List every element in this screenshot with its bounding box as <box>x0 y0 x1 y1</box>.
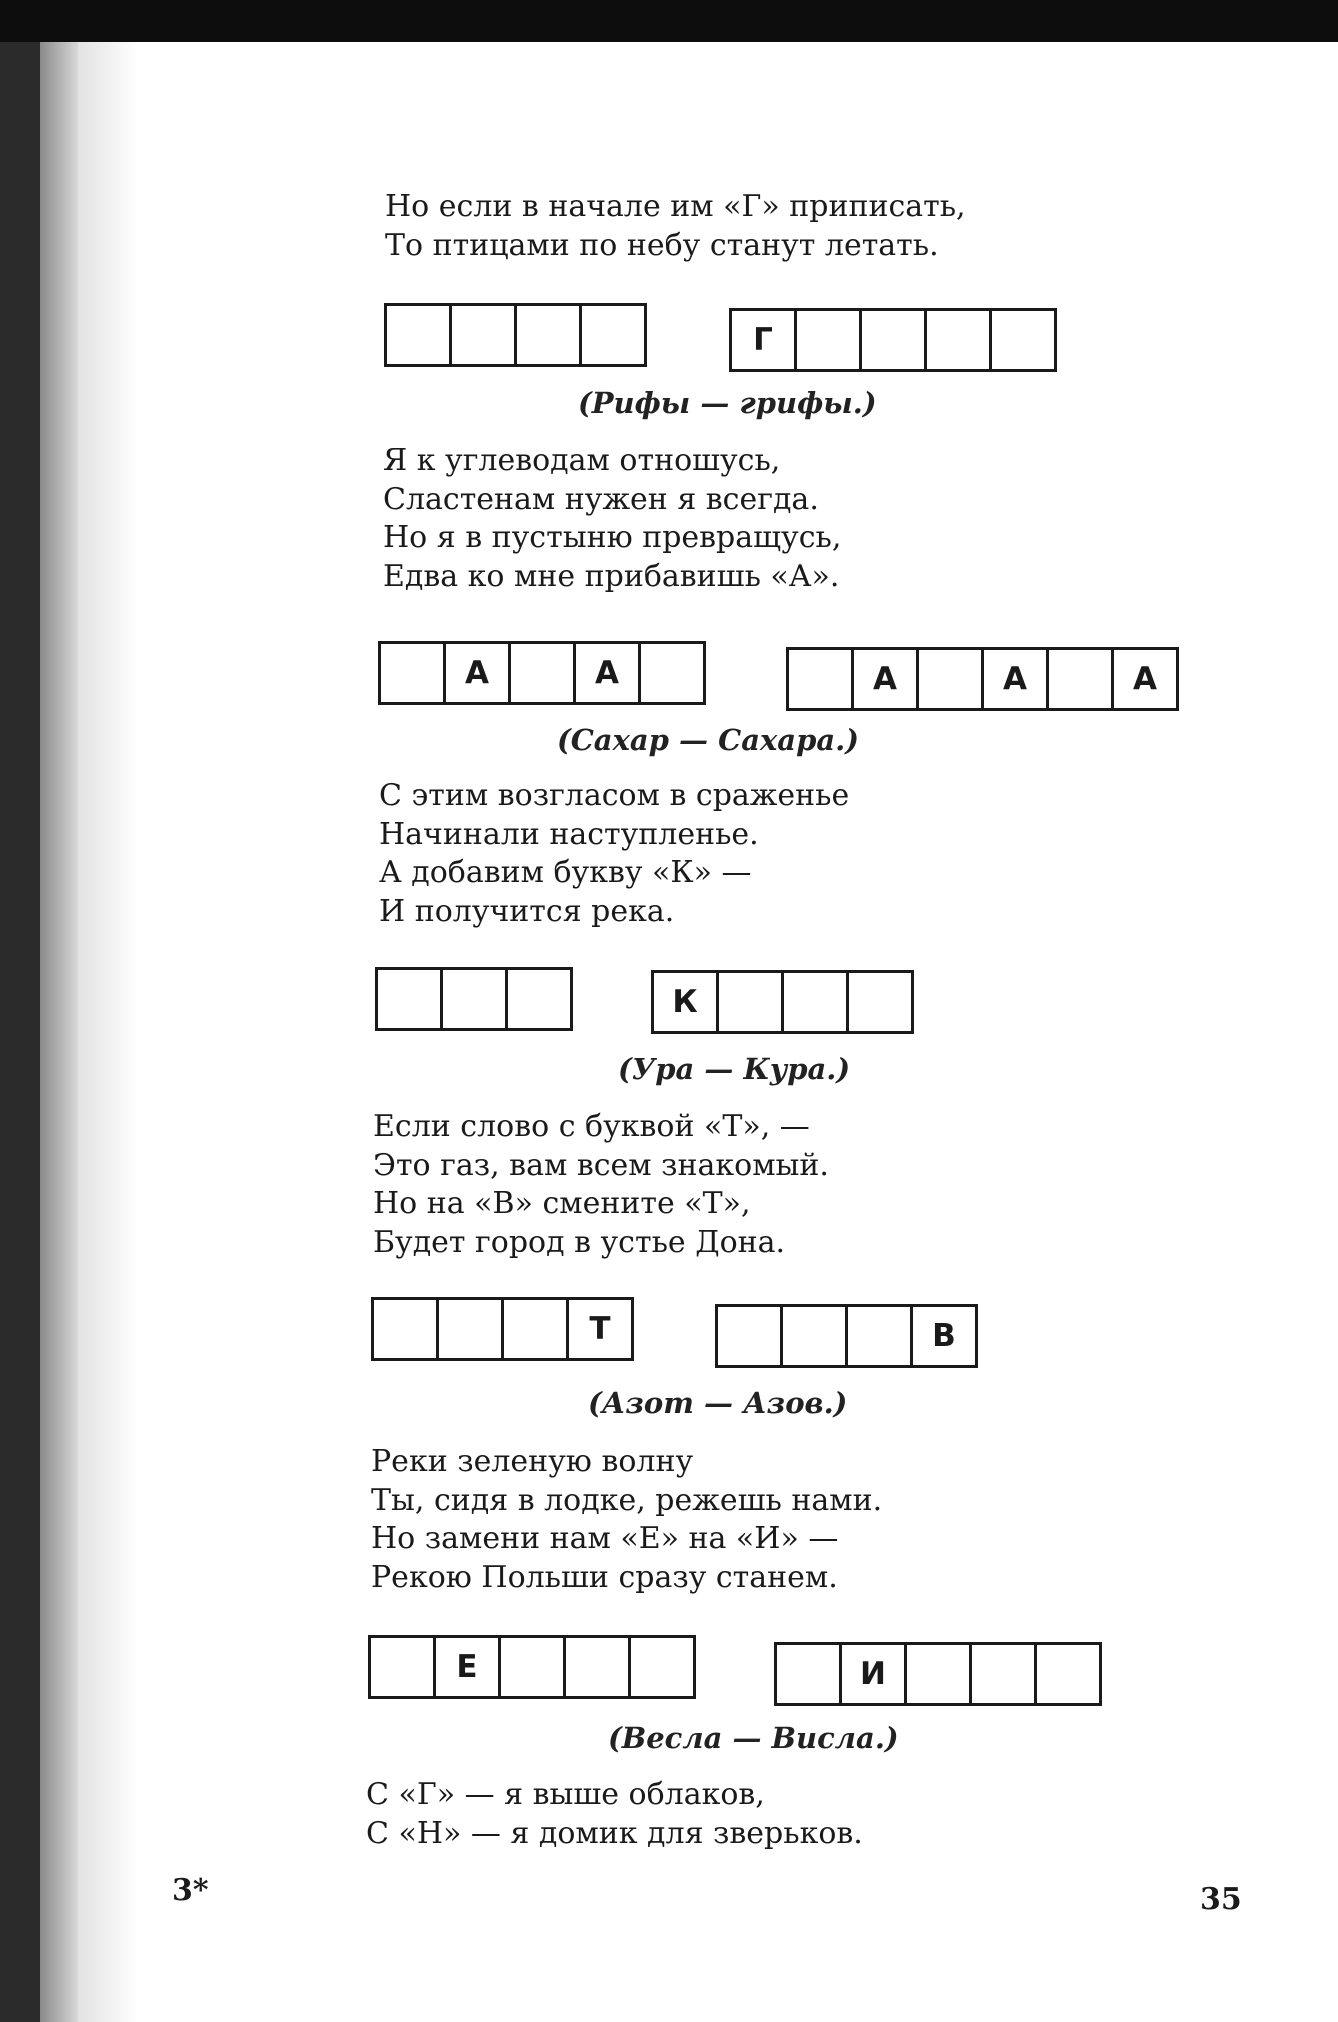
letter-box <box>777 1645 842 1703</box>
binding-shadow <box>40 42 78 2022</box>
letter-box: И <box>842 1645 907 1703</box>
riddle-3-word1-boxes <box>375 967 573 1031</box>
letter-box <box>378 970 443 1028</box>
letter-box: А <box>446 644 511 702</box>
letter-box <box>381 644 446 702</box>
letter-box <box>719 973 784 1031</box>
riddle-line: Я к углеводам отношусь, <box>383 443 781 478</box>
riddle-4-word2-boxes <box>715 1304 978 1368</box>
riddle-4-answer: (Азот — Азов.) <box>588 1386 848 1420</box>
riddle-line: С «Г» — я выше облаков, <box>366 1777 765 1812</box>
letter-box: Г <box>732 311 797 369</box>
letter-box <box>919 650 984 708</box>
riddle-line: Ты, сидя в лодке, режешь нами. <box>371 1482 883 1518</box>
letter-box: А <box>854 650 919 708</box>
letter-box <box>566 1638 631 1696</box>
letter-box <box>501 1638 566 1696</box>
riddle-2-word2-boxes <box>786 647 1179 711</box>
riddle-3-word2-boxes <box>651 970 914 1034</box>
riddle-line: Это газ, вам всем знакомый. <box>373 1147 829 1183</box>
page-gutter <box>78 42 138 2022</box>
letter-box <box>862 311 927 369</box>
riddle-line: Едва ко мне прибавишь «А». <box>383 558 840 594</box>
riddle-1-word2-boxes <box>729 308 1057 372</box>
letter-box: К <box>654 973 719 1031</box>
riddle-5-word1-boxes <box>368 1635 696 1699</box>
riddle-5-text <box>371 1443 882 1597</box>
riddle-1-text <box>385 188 966 265</box>
letter-box: Е <box>436 1638 501 1696</box>
riddle-5-word2-boxes <box>774 1642 1102 1706</box>
riddle-1-word1-boxes <box>384 303 647 367</box>
riddle-line: С «Н» — я домик для зверьков. <box>366 1815 863 1851</box>
letter-box <box>907 1645 972 1703</box>
letter-box <box>439 1300 504 1358</box>
letter-box <box>1037 1645 1099 1703</box>
riddle-3-text <box>379 777 849 931</box>
letter-box <box>1049 650 1114 708</box>
riddle-line: Реки зеленую волну <box>371 1444 694 1479</box>
letter-box: Т <box>589 1311 611 1347</box>
letter-box <box>443 970 508 1028</box>
letter-box: А <box>1133 661 1157 697</box>
riddle-line: Рекою Польши сразу станем. <box>371 1559 838 1595</box>
letter-box <box>849 973 911 1031</box>
letter-box: А <box>984 650 1049 708</box>
riddle-line: Если слово с буквой «Т», — <box>373 1109 810 1144</box>
letter-box <box>452 306 517 364</box>
letter-box <box>797 311 862 369</box>
letter-box <box>582 306 644 364</box>
letter-box <box>631 1638 693 1696</box>
letter-box <box>783 1307 848 1365</box>
letter-box: А <box>576 644 641 702</box>
letter-box: В <box>932 1318 956 1354</box>
riddle-6-text <box>366 1776 863 1853</box>
riddle-line: И получится река. <box>379 893 675 929</box>
letter-box <box>718 1307 783 1365</box>
riddle-2-answer: (Сахар — Сахара.) <box>557 723 859 757</box>
riddle-4-text <box>373 1108 829 1262</box>
riddle-2-word1-boxes <box>378 641 706 705</box>
riddle-line: Будет город в устье Дона. <box>373 1224 786 1260</box>
riddle-line: Но если в начале им «Г» приписать, <box>385 189 966 224</box>
letter-box <box>641 644 703 702</box>
riddle-line: Начинали наступленье. <box>379 816 759 852</box>
letter-box <box>374 1300 439 1358</box>
page-number: 35 <box>1200 1882 1242 1917</box>
letter-box <box>789 650 854 708</box>
riddle-line: Но я в пустыню превращусь, <box>383 520 842 555</box>
riddle-1-answer: (Рифы — грифы.) <box>578 386 877 420</box>
book-binding <box>0 42 40 2022</box>
letter-box <box>517 306 582 364</box>
riddle-line: С этим возгласом в сраженье <box>379 778 850 813</box>
top-edge <box>0 0 1338 42</box>
riddle-line: То птицами по небу станут летать. <box>385 227 939 263</box>
letter-box <box>992 311 1054 369</box>
letter-box <box>508 970 570 1028</box>
signature-mark: 3* <box>172 1873 209 1908</box>
riddle-line: А добавим букву «К» — <box>379 855 752 890</box>
riddle-4-word1-boxes <box>371 1297 634 1361</box>
letter-box <box>511 644 576 702</box>
riddle-line: Но замени нам «Е» на «И» — <box>371 1521 839 1556</box>
riddle-5-answer: (Весла — Висла.) <box>608 1721 899 1755</box>
riddle-3-answer: (Ура — Кура.) <box>618 1052 851 1086</box>
letter-box <box>784 973 849 1031</box>
letter-box <box>848 1307 913 1365</box>
riddle-2-text <box>383 442 841 596</box>
letter-box <box>371 1638 436 1696</box>
riddle-line: Но на «В» смените «Т», <box>373 1186 751 1221</box>
letter-box <box>504 1300 569 1358</box>
letter-box <box>927 311 992 369</box>
letter-box <box>972 1645 1037 1703</box>
letter-box <box>387 306 452 364</box>
riddle-line: Сластенам нужен я всегда. <box>383 481 819 517</box>
